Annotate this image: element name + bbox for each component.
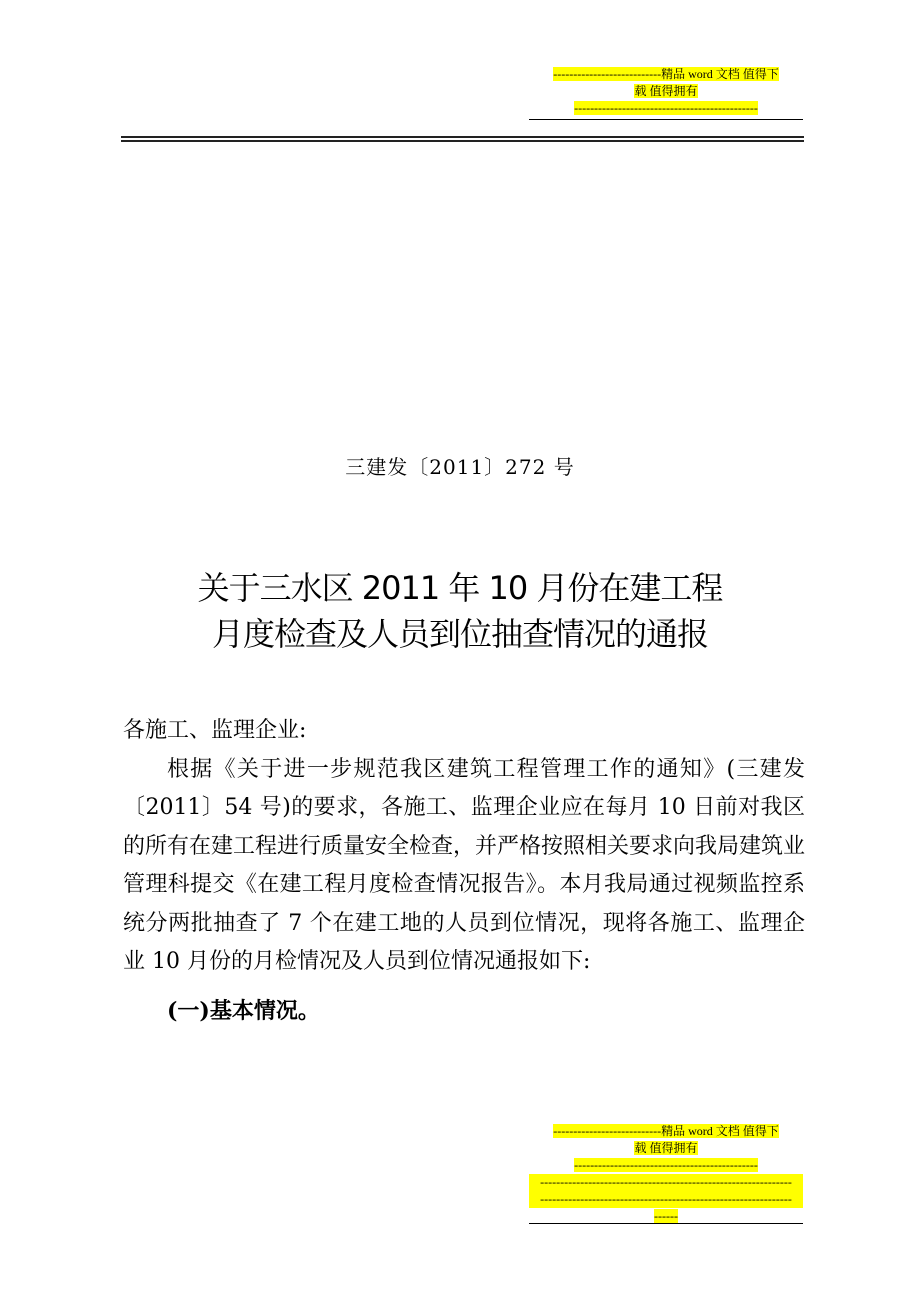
- document-title-line-2: 月度检查及人员到位抽查情况的通报: [211, 615, 708, 653]
- banner-line-6: ------: [654, 1209, 678, 1223]
- document-title-line-1: 关于三水区 2011 年 10 月份在建工程: [197, 569, 723, 607]
- salutation: 各施工、监理企业:: [123, 718, 307, 743]
- banner-line-3: ----------------------------------------------: [574, 101, 758, 115]
- document-body: [123, 712, 805, 1030]
- banner-underline: [529, 1223, 803, 1224]
- banner-line-3: ----------------------------------------------: [574, 1158, 758, 1172]
- banner-line-2: 载 值得拥有: [634, 84, 698, 98]
- banner-line-5: ---------------------------------------------------------------: [529, 1191, 803, 1208]
- banner-line-4: ---------------------------------------------------------------: [529, 1174, 803, 1191]
- banner-line-1: ---------------------------精品 word 文档 值得下: [553, 67, 779, 81]
- body-paragraph: 根据《关于进一步规范我区建筑工程管理工作的通知》(三建发〔2011〕54 号)的要求，各施工、监理企业应在每月 10 日前对我区的所有在建工程进行质量安全检查，并严格按照相关要求向我局建筑业管理科提交《在建工程月度检查情况报告》。本月我局通过视频监控系统分两批抽查了 7 个在建工地的人员到位情况，现将各施工、监理企业 10 月份的月检情况及人员到位情况通报如下:: [123, 756, 806, 974]
- banner-line-1: ---------------------------精品 word 文档 值得下: [553, 1124, 779, 1138]
- banner-underline: [529, 119, 803, 120]
- banner-line-2: 载 值得拥有: [634, 1141, 698, 1155]
- section-heading: (一)基本情况。: [167, 997, 320, 1024]
- download-banner-top: [529, 66, 803, 117]
- header-rule-top: [121, 136, 804, 138]
- document-number: 三建发〔2011〕272 号: [345, 455, 575, 479]
- header-rule-bottom: [121, 140, 804, 142]
- download-banner-bottom: [529, 1123, 803, 1225]
